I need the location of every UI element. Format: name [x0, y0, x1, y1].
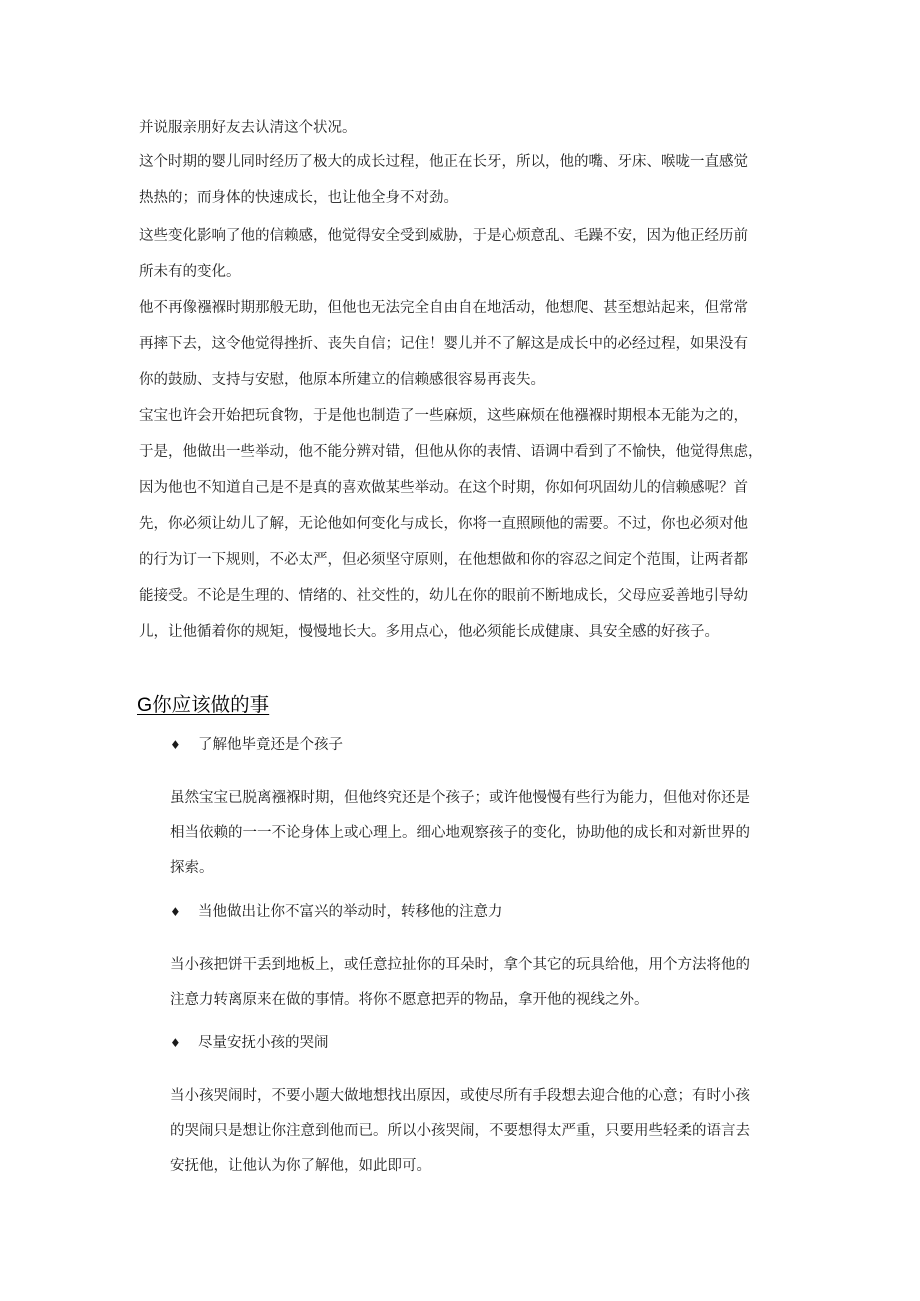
body-text-line: 宝宝也许会开始把玩食物，于是他也制造了一些麻烦，这些麻烦在他襁褓时期根本无能为之的，: [139, 408, 748, 424]
body-text-line: 于是，他做出一些举动，他不能分辨对错，但他从你的表情、语调中看到了不愉快，他觉得焦虑，: [139, 444, 763, 460]
section-heading: G你应该做的事: [137, 694, 270, 716]
body-text-line: 并说服亲朋好友去认清这个状况。: [139, 120, 357, 136]
body-text-line: 因为他也不知道自己是不是真的喜欢做某些举动。在这个时期，你如何巩固幼儿的信赖感呢？首: [139, 480, 748, 496]
item-text-line: 探索。: [170, 860, 214, 876]
item-text-line: 当小孩哭闹时，不要小题大做地想找出原因，或使尽所有手段想去迎合他的心意；有时小孩: [170, 1088, 750, 1104]
item-text-line: 虽然宝宝已脱离襁褓时期，但他终究还是个孩子；或许他慢慢有些行为能力，但他对你还是: [170, 790, 750, 806]
body-text-line: 你的鼓励、支持与安慰，他原本所建立的信赖感很容易再丧失。: [139, 372, 545, 388]
body-text-line: 所未有的变化。: [139, 264, 241, 280]
item-text-line: 的哭闹只是想让你注意到他而已。所以小孩哭闹，不要想得太严重，只要用些轻柔的语言去: [170, 1123, 750, 1139]
bullet-title: 了解他毕竟还是个孩子: [198, 737, 343, 753]
bullet-title: 尽量安抚小孩的哭闹: [198, 1035, 329, 1051]
body-text-line: 这个时期的婴儿同时经历了极大的成长过程，他正在长牙，所以，他的嘴、牙床、喉咙一直感觉: [139, 154, 748, 170]
body-text-line: 这些变化影响了他的信赖感，他觉得安全受到威胁，于是心烦意乱、毛躁不安，因为他正经历前: [139, 228, 748, 244]
bullet-title: 当他做出让你不富兴的举动时，转移他的注意力: [198, 904, 503, 920]
bullet-item: [170, 902, 503, 922]
bullet-item: [170, 735, 343, 755]
body-text-line: 的行为订一下规则，不必太严，但必须坚守原则，在他想做和你的容忍之间定个范围，让两者都: [139, 552, 748, 568]
item-text-line: 相当依赖的一一不论身体上或心理上。细心地观察孩子的变化，协助他的成长和对新世界的: [170, 825, 750, 841]
body-text-line: 他不再像襁褓时期那般无助，但他也无法完全自由自在地活动，他想爬、甚至想站起来，但常常: [139, 300, 748, 316]
diamond-bullet-icon: ♦: [170, 905, 181, 919]
item-text-line: 当小孩把饼干丢到地板上，或任意拉扯你的耳朵时，拿个其它的玩具给他，用个方法将他的: [170, 957, 750, 973]
body-text-line: 先，你必须让幼儿了解，无论他如何变化与成长，你将一直照顾他的需要。不过，你也必须对他: [139, 516, 748, 532]
body-text-line: 热热的；而身体的快速成长，也让他全身不对劲。: [139, 190, 458, 206]
body-text-line: 儿，让他循着你的规矩，慢慢地长大。多用点心，他必须能长成健康、具安全感的好孩子。: [139, 624, 719, 640]
bullet-item: [170, 1033, 329, 1053]
diamond-bullet-icon: ♦: [170, 1036, 181, 1050]
item-text-line: 安抚他，让他认为你了解他，如此即可。: [170, 1158, 431, 1174]
diamond-bullet-icon: ♦: [170, 738, 181, 752]
body-text-line: 能接受。不论是生理的、情绪的、社交性的，幼儿在你的眼前不断地成长，父母应妥善地引导幼: [139, 588, 748, 604]
body-text-line: 再摔下去，这令他觉得挫折、丧失自信；记住！婴儿并不了解这是成长中的必经过程，如果没有: [139, 336, 748, 352]
item-text-line: 注意力转离原来在做的事情。将你不愿意把弄的物品，拿开他的视线之外。: [170, 992, 649, 1008]
